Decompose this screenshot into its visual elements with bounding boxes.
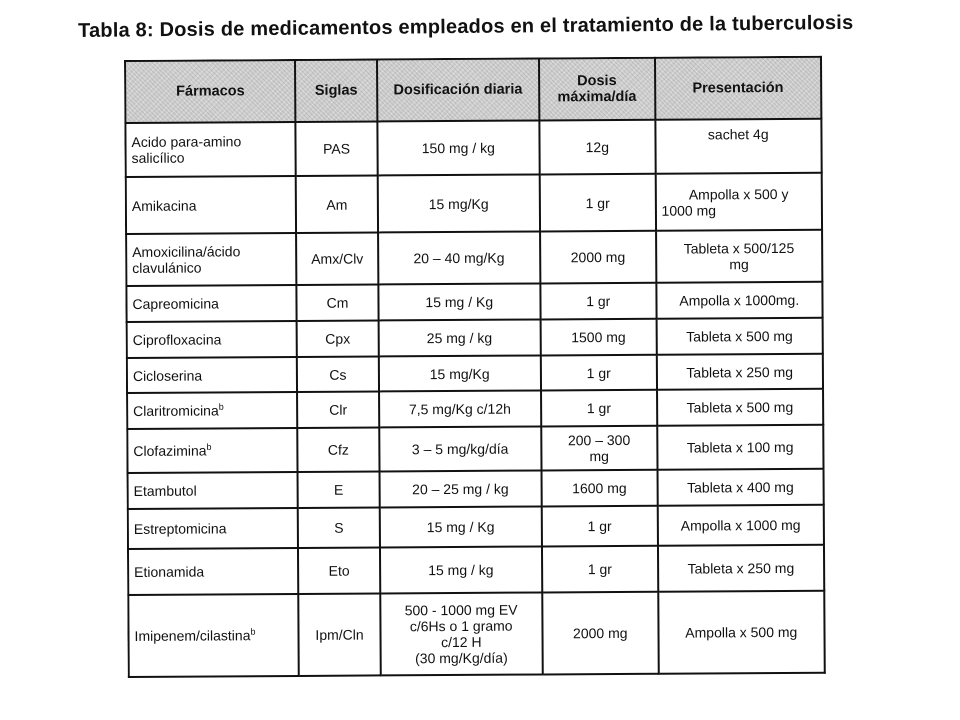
presentation-cell: Tableta x 500/125 mg (656, 230, 823, 283)
header-presentacion: Presentación (655, 57, 822, 120)
table-row (128, 505, 824, 549)
max-dose-cell: 2000 mg (540, 231, 656, 284)
sigla-cell: PAS (296, 121, 377, 175)
drug-cell: Claritromicina$^b$ (127, 392, 298, 429)
max-dose-cell: 2000 mg (542, 592, 658, 675)
sigla-cell: Cpx (297, 320, 378, 356)
dosage-table-container (124, 56, 828, 680)
drug-cell: Clofazimina$^b$ (127, 428, 298, 473)
header-farmacos: Fármacos (125, 60, 296, 123)
dose-cell: 25 mg / kg (378, 319, 541, 356)
footnote-marker: b (218, 401, 224, 412)
dosage-table (124, 56, 826, 678)
sigla-cell: Am (296, 175, 378, 232)
max-dose-cell: 1 gr (540, 283, 656, 320)
presentation-cell: Ampolla x 1000 mg (657, 505, 824, 546)
presentation-cell: Ampolla x 500 y 1000 mg (655, 173, 822, 231)
dose-cell: 15 mg / Kg (378, 283, 541, 320)
drug-cell: Etambutol (128, 472, 299, 509)
drug-cell: Imipenem/cilastina$^b$ (128, 594, 299, 677)
presentation-cell: Ampolla x 500 mg (658, 591, 825, 674)
presentation-cell: Ampolla x 1000mg. (656, 282, 823, 319)
dose-cell: 15 mg/Kg (377, 174, 540, 232)
presentation-cell: sachet 4g (655, 119, 822, 174)
table-row (126, 230, 822, 286)
table-row (125, 119, 821, 177)
max-dose-cell: 12g (539, 120, 655, 175)
table-row (128, 545, 824, 595)
table-row (127, 354, 823, 393)
table-row (128, 469, 824, 509)
max-dose-cell: 1 gr (542, 506, 658, 547)
header-dosis-maxima-line2: máxima/día (557, 88, 637, 106)
header-siglas: Siglas (295, 59, 377, 121)
dose-cell: 20 – 40 mg/Kg (378, 231, 541, 284)
footnote-marker: b (206, 441, 212, 452)
max-dose-cell: 200 – 300 mg (541, 426, 657, 471)
sigla-cell: S (298, 507, 379, 547)
max-dose-cell: 1600 mg (541, 470, 657, 507)
max-dose-cell: 1500 mg (541, 319, 657, 356)
max-dose-cell: 1 gr (541, 355, 657, 391)
max-dose-cell: 1 gr (540, 174, 656, 232)
dose-cell: 3 – 5 mg/kg/día (379, 426, 542, 471)
max-dose-cell: 1 gr (541, 390, 657, 427)
max-dose-cell: 1 gr (542, 546, 658, 593)
sigla-cell: Ipm/Cln (299, 593, 381, 675)
drug-cell: Amikacina (126, 176, 297, 234)
dose-cell: 500 - 1000 mg EV c/6Hs o 1 gramo c/12 H (30 mg/Kg/día) (380, 592, 543, 675)
footnote-marker: b (250, 626, 256, 637)
presentation-cell: Tableta x 250 mg (656, 354, 823, 390)
drug-cell: Estreptomicina (128, 508, 299, 549)
drug-cell: Cicloserina (127, 357, 298, 393)
table-row (126, 173, 822, 234)
table-row (126, 282, 822, 322)
table-row (128, 591, 824, 677)
table-row (127, 425, 823, 473)
header-dosificacion: Dosificación diaria (377, 58, 540, 121)
sigla-cell: Cm (297, 284, 378, 320)
presentation-cell: Tableta x 250 mg (658, 545, 825, 592)
dose-cell: 7,5 mg/Kg c/12h (379, 390, 542, 427)
presentation-cell: Tableta x 400 mg (657, 469, 824, 506)
drug-cell: Capreomicina (126, 285, 297, 322)
sigla-cell: E (298, 471, 379, 507)
drug-cell: Amoxicilina/ácido clavulánico (126, 233, 297, 286)
dose-cell: 15 mg / kg (380, 546, 543, 593)
presentation-cell: Tableta x 500 mg (656, 318, 823, 355)
presentation-cell: Tableta x 500 mg (657, 389, 824, 426)
presentation-cell: Tableta x 100 mg (657, 425, 824, 470)
table-row (127, 318, 823, 358)
dose-cell: 15 mg/Kg (378, 355, 541, 391)
dose-cell: 20 – 25 mg / kg (379, 470, 542, 507)
dose-cell: 15 mg / Kg (379, 506, 542, 547)
sigla-cell: Clr (297, 391, 378, 427)
drug-cell: Etionamida (128, 548, 299, 595)
sigla-cell: Amx/Clv (296, 232, 377, 284)
header-dosis-maxima-line1: Dosis (577, 72, 617, 90)
table-row (127, 389, 823, 429)
sigla-cell: Eto (298, 547, 379, 593)
dose-cell: 150 mg / kg (377, 120, 540, 175)
header-row (125, 57, 821, 123)
drug-cell: Acido para-amino salicílico (125, 122, 296, 177)
drug-cell: Ciprofloxacina (127, 321, 298, 358)
sigla-cell: Cfz (298, 427, 379, 471)
sigla-cell: Cs (297, 356, 378, 391)
header-dosis-maxima (539, 58, 655, 121)
table-title: Tabla 8: Dosis de medicamentos empleados en el tratamiento de la tuberculosis (78, 11, 854, 42)
